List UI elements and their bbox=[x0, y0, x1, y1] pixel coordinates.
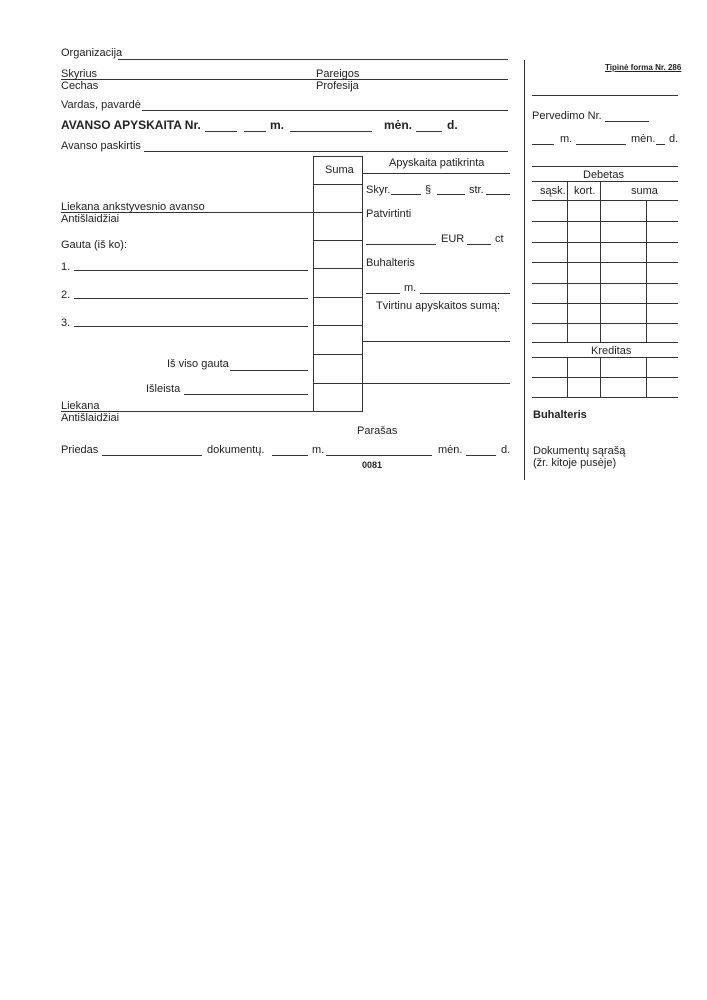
paragraph-label: § bbox=[425, 184, 432, 196]
skyrius-label: Skyrius bbox=[61, 68, 98, 80]
tvirtinu-label: Tvirtinu apyskaitos sumą: bbox=[376, 300, 501, 312]
section-divider bbox=[524, 60, 525, 480]
footer-year-line[interactable] bbox=[272, 455, 308, 456]
buhalteris-date-line[interactable] bbox=[420, 293, 510, 294]
item-2-line[interactable] bbox=[74, 298, 308, 299]
report-title: AVANSO APYSKAITA Nr. bbox=[61, 118, 201, 132]
right-m: m. bbox=[560, 133, 573, 145]
parasas-label: Parašas bbox=[357, 425, 398, 437]
ct-line[interactable] bbox=[467, 244, 491, 245]
priedas-line[interactable] bbox=[102, 455, 202, 456]
pareigos-label: Pareigos bbox=[316, 68, 360, 80]
antislaidziai-label-2: Antišlaidžiai bbox=[61, 412, 120, 424]
right-day-line[interactable] bbox=[656, 144, 665, 145]
title-m: m. bbox=[270, 118, 285, 132]
profesija-label: Profesija bbox=[316, 80, 359, 92]
skyr-label: Skyr. bbox=[366, 184, 391, 196]
suma-header: Suma bbox=[325, 164, 354, 176]
dokumentu-label: dokumentų. bbox=[207, 444, 265, 456]
priedas-label: Priedas bbox=[61, 444, 99, 456]
right-month-line[interactable] bbox=[576, 144, 626, 145]
vardas-label: Vardas, pavardė bbox=[61, 99, 141, 111]
footer-month-line[interactable] bbox=[326, 455, 432, 456]
right-d: d. bbox=[669, 133, 679, 145]
footer-m: m. bbox=[312, 444, 325, 456]
vardas-line[interactable] bbox=[142, 110, 508, 111]
patikrinta-label: Apyskaita patikrinta bbox=[389, 157, 485, 169]
eur-label: EUR bbox=[441, 233, 465, 245]
isleista-line[interactable] bbox=[184, 394, 308, 395]
pervedimo-label: Pervedimo Nr. bbox=[532, 110, 602, 122]
paskirtis-line[interactable] bbox=[144, 151, 508, 152]
buhalteris-m: m. bbox=[404, 282, 417, 294]
organizacija-label: Organizacija bbox=[61, 47, 123, 59]
form-number: Tipinė forma Nr. 286 bbox=[605, 63, 682, 72]
suma-column bbox=[313, 156, 363, 412]
gauta-label: Gauta (iš ko): bbox=[61, 239, 128, 251]
antislaidziai-label-1: Antišlaidžiai bbox=[61, 213, 120, 225]
footer-d: d. bbox=[501, 444, 511, 456]
skyr-line[interactable] bbox=[391, 194, 421, 195]
isleista-label: Išleista bbox=[146, 383, 181, 395]
eur-line[interactable] bbox=[366, 244, 436, 245]
pervedimo-line[interactable] bbox=[605, 121, 649, 122]
item-1-label: 1. bbox=[61, 261, 71, 273]
buhalteris-label-right: Buhalteris bbox=[533, 409, 587, 421]
signature-line[interactable] bbox=[363, 383, 510, 384]
skyrius-line[interactable] bbox=[61, 79, 508, 80]
sask-header: sąsk. bbox=[540, 185, 566, 197]
kitoje-puseje-label: (žr. kitoje pusėje) bbox=[533, 457, 617, 469]
title-d: d. bbox=[447, 118, 458, 132]
buhalteris-year-line[interactable] bbox=[366, 293, 400, 294]
item-3-line[interactable] bbox=[74, 326, 308, 327]
title-month-line[interactable] bbox=[290, 131, 372, 132]
cechas-label: Cechas bbox=[61, 80, 99, 92]
kort-header: kort. bbox=[574, 185, 596, 197]
title-year-line[interactable] bbox=[244, 131, 266, 132]
item-2-label: 2. bbox=[61, 289, 71, 301]
kreditas-header: Kreditas bbox=[591, 345, 632, 357]
is-viso-gauta-label: Iš viso gauta bbox=[167, 358, 229, 370]
liekana-ankst-label: Liekana ankstyvesnio avanso bbox=[61, 201, 205, 213]
paragraph-line[interactable] bbox=[437, 194, 465, 195]
is-viso-gauta-line[interactable] bbox=[230, 370, 308, 371]
debetas-header: Debetas bbox=[583, 169, 624, 181]
str-label: str. bbox=[469, 184, 484, 196]
item-3-label: 3. bbox=[61, 317, 71, 329]
paskirtis-label: Avanso paskirtis bbox=[61, 140, 141, 152]
patvirtinti-label: Patvirtinti bbox=[366, 208, 412, 220]
ct-label: ct bbox=[495, 233, 504, 245]
item-1-line[interactable] bbox=[74, 270, 308, 271]
str-line[interactable] bbox=[486, 194, 510, 195]
title-nr-line[interactable] bbox=[205, 131, 237, 132]
dokumentu-sarasa-label: Dokumentų sąrašą bbox=[533, 445, 626, 457]
title-men: mėn. bbox=[384, 118, 413, 132]
right-year-line[interactable] bbox=[532, 144, 554, 145]
right-men: mėn. bbox=[631, 133, 656, 145]
organizacija-line[interactable] bbox=[118, 59, 508, 60]
footer-men: mėn. bbox=[438, 444, 463, 456]
form-code: 0081 bbox=[362, 460, 383, 470]
suma-header-right: suma bbox=[631, 185, 658, 197]
title-day-line[interactable] bbox=[416, 131, 442, 132]
footer-day-line[interactable] bbox=[466, 455, 496, 456]
buhalteris-label-mid: Buhalteris bbox=[366, 257, 415, 269]
liekana-label: Liekana bbox=[61, 400, 100, 412]
